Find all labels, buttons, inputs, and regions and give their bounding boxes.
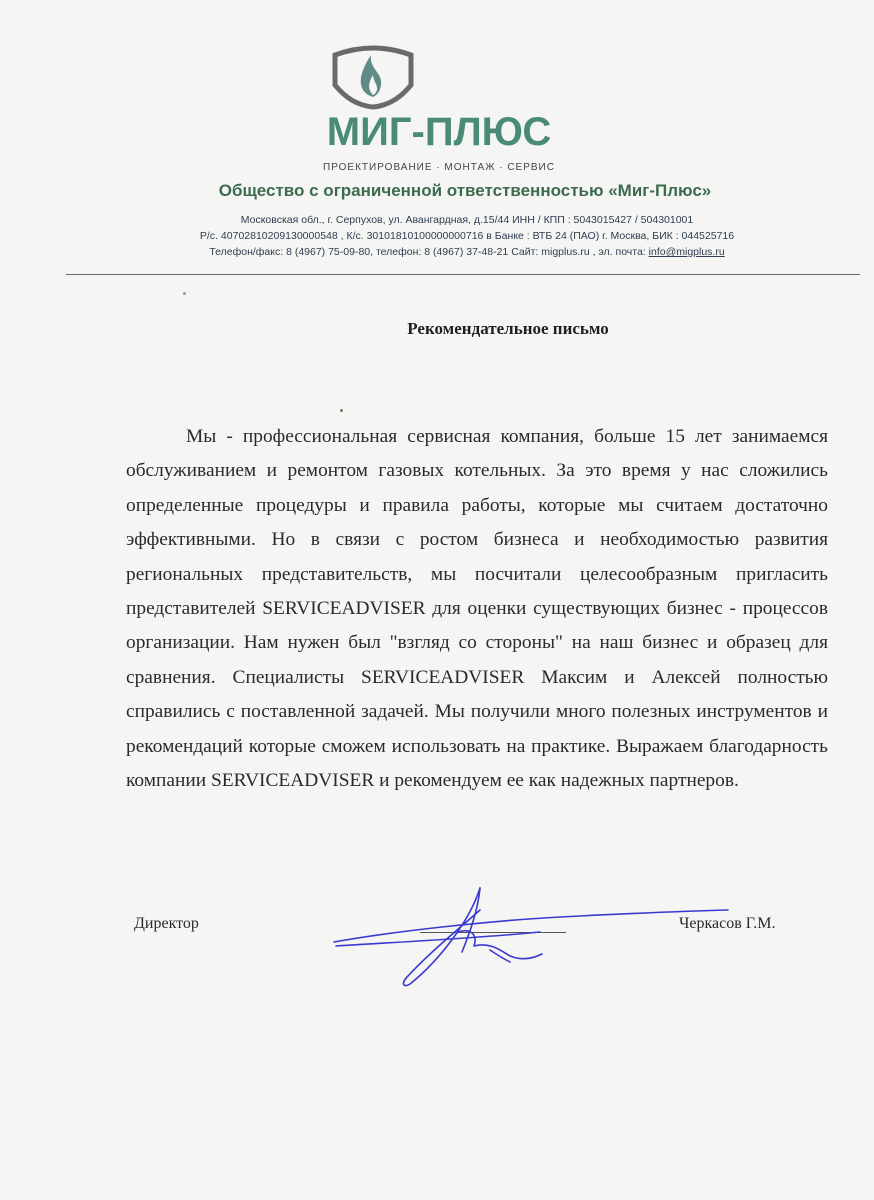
address-line: Московская обл., г. Серпухов, ул. Авангардная, д.15/44 ИНН / КПП : 5043015427 / 504301001 bbox=[240, 214, 694, 226]
brand-logotype: МИГ-ПЛЮС bbox=[326, 110, 552, 154]
organization-name: Общество с ограниченной ответственностью «Миг-Плюс» bbox=[218, 181, 712, 200]
handwritten-signature bbox=[330, 880, 730, 990]
position-title: Директор bbox=[134, 915, 199, 932]
header-divider bbox=[66, 274, 860, 275]
letter-title: Рекомендательное письмо bbox=[407, 319, 609, 338]
flame-shield-icon bbox=[325, 45, 421, 111]
paper-speck bbox=[340, 409, 343, 412]
contact-text: Телефон/факс: 8 (4967) 75-09-80, телефон: 8 (4967) 37-48-21 Сайт: migplus.ru , эл. почта: bbox=[209, 246, 649, 258]
contact-line bbox=[0, 246, 874, 258]
letter-body-text: Мы - профессиональная сервисная компания, больше 15 лет занимаемся обслуживанием и ремонтом газовых котельных. За это время у нас сложились определенные процедуры и правила работы, которые мы считаем достаточно эффективными. Но в связи с ростом бизнеса и необходимостью развития региональных представительств, мы посчитали целесообразным пригласить представителей SERVICEADVISER для оценки существующих бизнес - процессов организации. Нам нужен был "взгляд со стороны" на наш бизнес и образец для сравнения. Специалисты SERVICEADVISER Максим и Алексей полностью справились с поставленной задачей. Мы получили много полезных инструментов и рекомендаций которые сможем использовать на практике. Выражаем благодарность компании SERVICEADVISER и рекомендуем ее как надежных партнеров. bbox=[126, 426, 828, 792]
signer-name: Черкасов Г.М. bbox=[679, 915, 776, 932]
paper-speck bbox=[183, 292, 186, 295]
email-link[interactable]: info@migplus.ru bbox=[648, 246, 725, 258]
bank-line: Р/с. 40702810209130000548 , К/с. 30101810100000000716 в Банке : ВТБ 24 (ПАО) г. Москва, БИК : 044525716 bbox=[199, 230, 735, 242]
letter-body bbox=[126, 420, 828, 798]
brand-tagline: ПРОЕКТИРОВАНИЕ · МОНТАЖ · СЕРВИС bbox=[323, 162, 555, 173]
